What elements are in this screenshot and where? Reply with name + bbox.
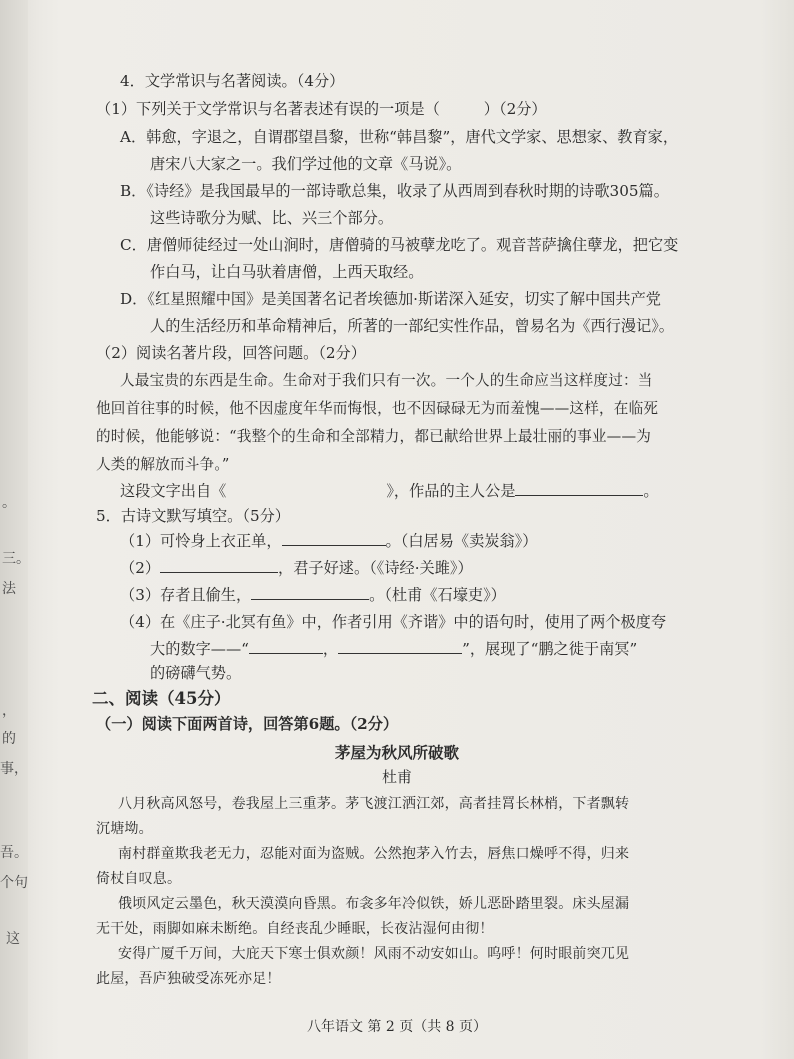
excerpt-line2: 他回首往事的时候，他不因虚度年华而悔恨，也不因碌碌无为而羞愧——这样，在临死	[96, 400, 659, 417]
option-b-line1: B．《诗经》是我国最早的一部诗歌总集，收录了从西周到春秋时期的诗歌305篇。	[120, 182, 669, 200]
q4-sub1	[96, 98, 547, 120]
option-a-line1: A．韩愈，字退之，自谓郡望昌黎，世称“韩昌黎”，唐代文学家、思想家、教育家，	[120, 128, 679, 146]
q5-blank-5[interactable]	[338, 639, 462, 654]
margin-text: 三。	[2, 551, 30, 567]
margin-text: 个句	[0, 875, 28, 891]
q5-l2-label: （2）	[120, 559, 161, 577]
poem-stanza4-line1: 安得广厦千万间，大庇天下寒士俱欢颜！风雨不动安如山。呜呼！何时眼前突兀见	[118, 946, 630, 962]
q4-sub2: （2）阅读名著片段，回答问题。（2分）	[96, 344, 366, 362]
q5-blank-3[interactable]	[251, 585, 369, 600]
q5-line4c: 的磅礴气势。	[150, 664, 242, 682]
option-c-line2: 作白马，让白马驮着唐僧，上西天取经。	[150, 263, 424, 281]
q4-heading: 4．文学常识与名著阅读。（4分）	[120, 72, 345, 90]
margin-text: 吾。	[0, 845, 28, 861]
margin-text: 的	[2, 731, 16, 747]
q5-l1-text: （1）可怜身上衣正单，	[120, 532, 282, 550]
excerpt-line1: 人最宝贵的东西是生命。生命对于我们只有一次。一个人的生命应当这样度过：当	[120, 372, 653, 389]
part1-instruction: （一）阅读下面两首诗，回答第6题。（2分）	[96, 715, 399, 733]
margin-text: ，	[2, 703, 16, 719]
fill-prefix: 这段文字出自《	[120, 482, 227, 500]
protagonist-blank[interactable]	[515, 481, 643, 496]
poem-stanza3-line2: 无干处，雨脚如麻未断绝。自经丧乱少睡眠，长夜沾湿何由彻！	[96, 921, 494, 937]
margin-text: 这	[6, 931, 20, 947]
excerpt-line3: 的时候，他能够说：“我整个的生命和全部精力，都已献给世界上最壮丽的事业——为	[96, 428, 652, 445]
option-b-line2: 这些诗歌分为赋、比、兴三个部分。	[150, 209, 393, 227]
poem-stanza2-line2: 倚杖自叹息。	[96, 871, 182, 887]
q4-sub1-tail: ）（2分）	[483, 100, 547, 118]
poem-stanza4-line2: 此屋，吾庐独破受冻死亦足！	[96, 971, 281, 987]
q5-l4-comma: ，	[322, 640, 339, 658]
poem-stanza1-line1: 八月秋高风怒号，卷我屋上三重茅。茅飞渡江洒江郊，高者挂罥长林梢，下者飘转	[118, 796, 630, 812]
q5-l1-source: 。（白居易《卖炭翁》）	[385, 532, 538, 550]
q5-line3	[120, 584, 506, 606]
option-d-line1: D．《红星照耀中国》是美国著名记者埃德加·斯诺深入延安，切实了解中国共产党	[120, 290, 661, 308]
q5-blank-4[interactable]	[249, 639, 323, 654]
q5-heading: 5．古诗文默写填空。（5分）	[96, 507, 290, 525]
page-footer: 八年语文 第 2 页（共 8 页）	[306, 1019, 488, 1035]
option-c-line1: C．唐僧师徒经过一处山涧时，唐僧骑的马被孽龙吃了。观音菩萨擒住孽龙，把它变	[120, 236, 679, 254]
q5-blank-2[interactable]	[160, 558, 278, 573]
margin-text: 事，	[0, 761, 28, 777]
q5-l2-text: ，君子好逑。（《诗经·关雎》）	[278, 559, 473, 577]
q5-l4-tail: ”，展现了“鹏之徙于南冥”	[462, 640, 638, 658]
poem-stanza3-line1: 俄顷风定云墨色，秋天漠漠向昏黑。布衾多年冷似铁，娇儿恶卧踏里裂。床头屋漏	[118, 896, 630, 912]
fill-line	[120, 480, 659, 502]
fill-end: 。	[643, 482, 659, 500]
margin-text: 。	[2, 495, 16, 511]
section2-heading: 二、阅读（45分）	[92, 689, 231, 708]
q5-blank-1[interactable]	[282, 531, 386, 546]
excerpt-line4: 人类的解放而斗争。”	[96, 456, 230, 473]
q5-line4: （4）在《庄子·北冥有鱼》中，作者引用《齐谐》中的语句时，使用了两个极度夸	[120, 613, 667, 631]
q5-line4b	[150, 638, 637, 660]
poem-title: 茅屋为秋风所破歌	[334, 743, 459, 762]
fill-middle: 》，作品的主人公是	[386, 482, 516, 500]
q4-sub1-stem: （1）下列关于文学常识与名著表述有误的一项是（	[96, 100, 440, 118]
q5-l4-text: 大的数字——“	[150, 640, 249, 658]
q5-line2	[120, 557, 473, 579]
margin-text: 法	[2, 581, 16, 597]
poem-stanza2-line1: 南村群童欺我老无力，忍能对面为盗贼。公然抱茅入竹去，唇焦口燥呼不得，归来	[118, 846, 630, 862]
option-a-line2: 唐宋八大家之一。我们学过他的文章《马说》。	[150, 155, 462, 173]
previous-page-edge	[0, 0, 28, 1059]
poem-stanza1-line2: 沉塘坳。	[96, 821, 153, 837]
q5-line1	[120, 530, 537, 552]
option-d-line2: 人的生活经历和革命精神后，所著的一部纪实性作品，曾易名为《西行漫记》。	[150, 317, 674, 335]
q5-l3-text: （3）存者且偷生，	[120, 586, 252, 604]
q5-l3-source: 。（杜甫《石壕吏》）	[369, 586, 506, 604]
poem-author: 杜甫	[381, 768, 412, 786]
